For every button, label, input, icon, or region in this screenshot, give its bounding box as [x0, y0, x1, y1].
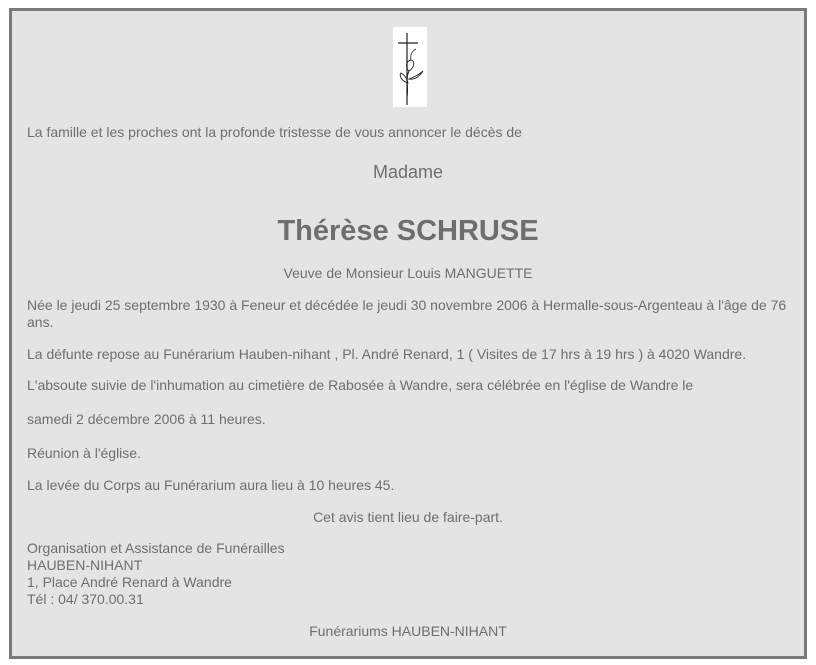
organisation-line-2: HAUBEN-NIHANT — [27, 557, 143, 573]
widow-text: Veuve de Monsieur Louis MANGUETTE — [283, 265, 533, 281]
title-madame: Madame — [372, 162, 444, 182]
birth-death-text: Née le jeudi 25 septembre 1930 à Feneur et décédée le jeudi 30 novembre 2006 à Hermalle-sous-Argenteau à l'âge de 76 ans. — [27, 297, 787, 330]
faire-part-text: Cet avis tient lieu de faire-part. — [313, 509, 503, 525]
footer-signature: Funérariums HAUBEN-NIHANT — [309, 623, 507, 639]
obituary-notice — [9, 8, 807, 659]
cross-with-rose-icon — [393, 27, 427, 107]
absoute-text: L'absoute suivie de l'inhumation au cimetière de Rabosée à Wandre, sera célébrée en l'église de Wandre le — [27, 377, 694, 393]
deceased-name: Thérèse SCHRUSE — [277, 215, 539, 247]
rest-text: La défunte repose au Funérarium Hauben-nihant , Pl. André Renard, 1 ( Visites de 17 hrs à 19 hrs ) à 4020 Wandre. — [27, 346, 747, 362]
reunion-text: Réunion à l'église. — [27, 445, 141, 461]
organisation-line-1: Organisation et Assistance de Funérailles — [27, 540, 285, 556]
levee-text: La levée du Corps au Funérarium aura lieu à 10 heures 45. — [27, 477, 395, 493]
organisation-phone: Tél : 04/ 370.00.31 — [27, 591, 144, 607]
organisation-line-3: 1, Place André Renard à Wandre — [27, 574, 232, 590]
intro-text: La famille et les proches ont la profonde tristesse de vous annoncer le décès de — [27, 124, 522, 140]
ceremony-date: samedi 2 décembre 2006 à 11 heures. — [27, 411, 266, 427]
